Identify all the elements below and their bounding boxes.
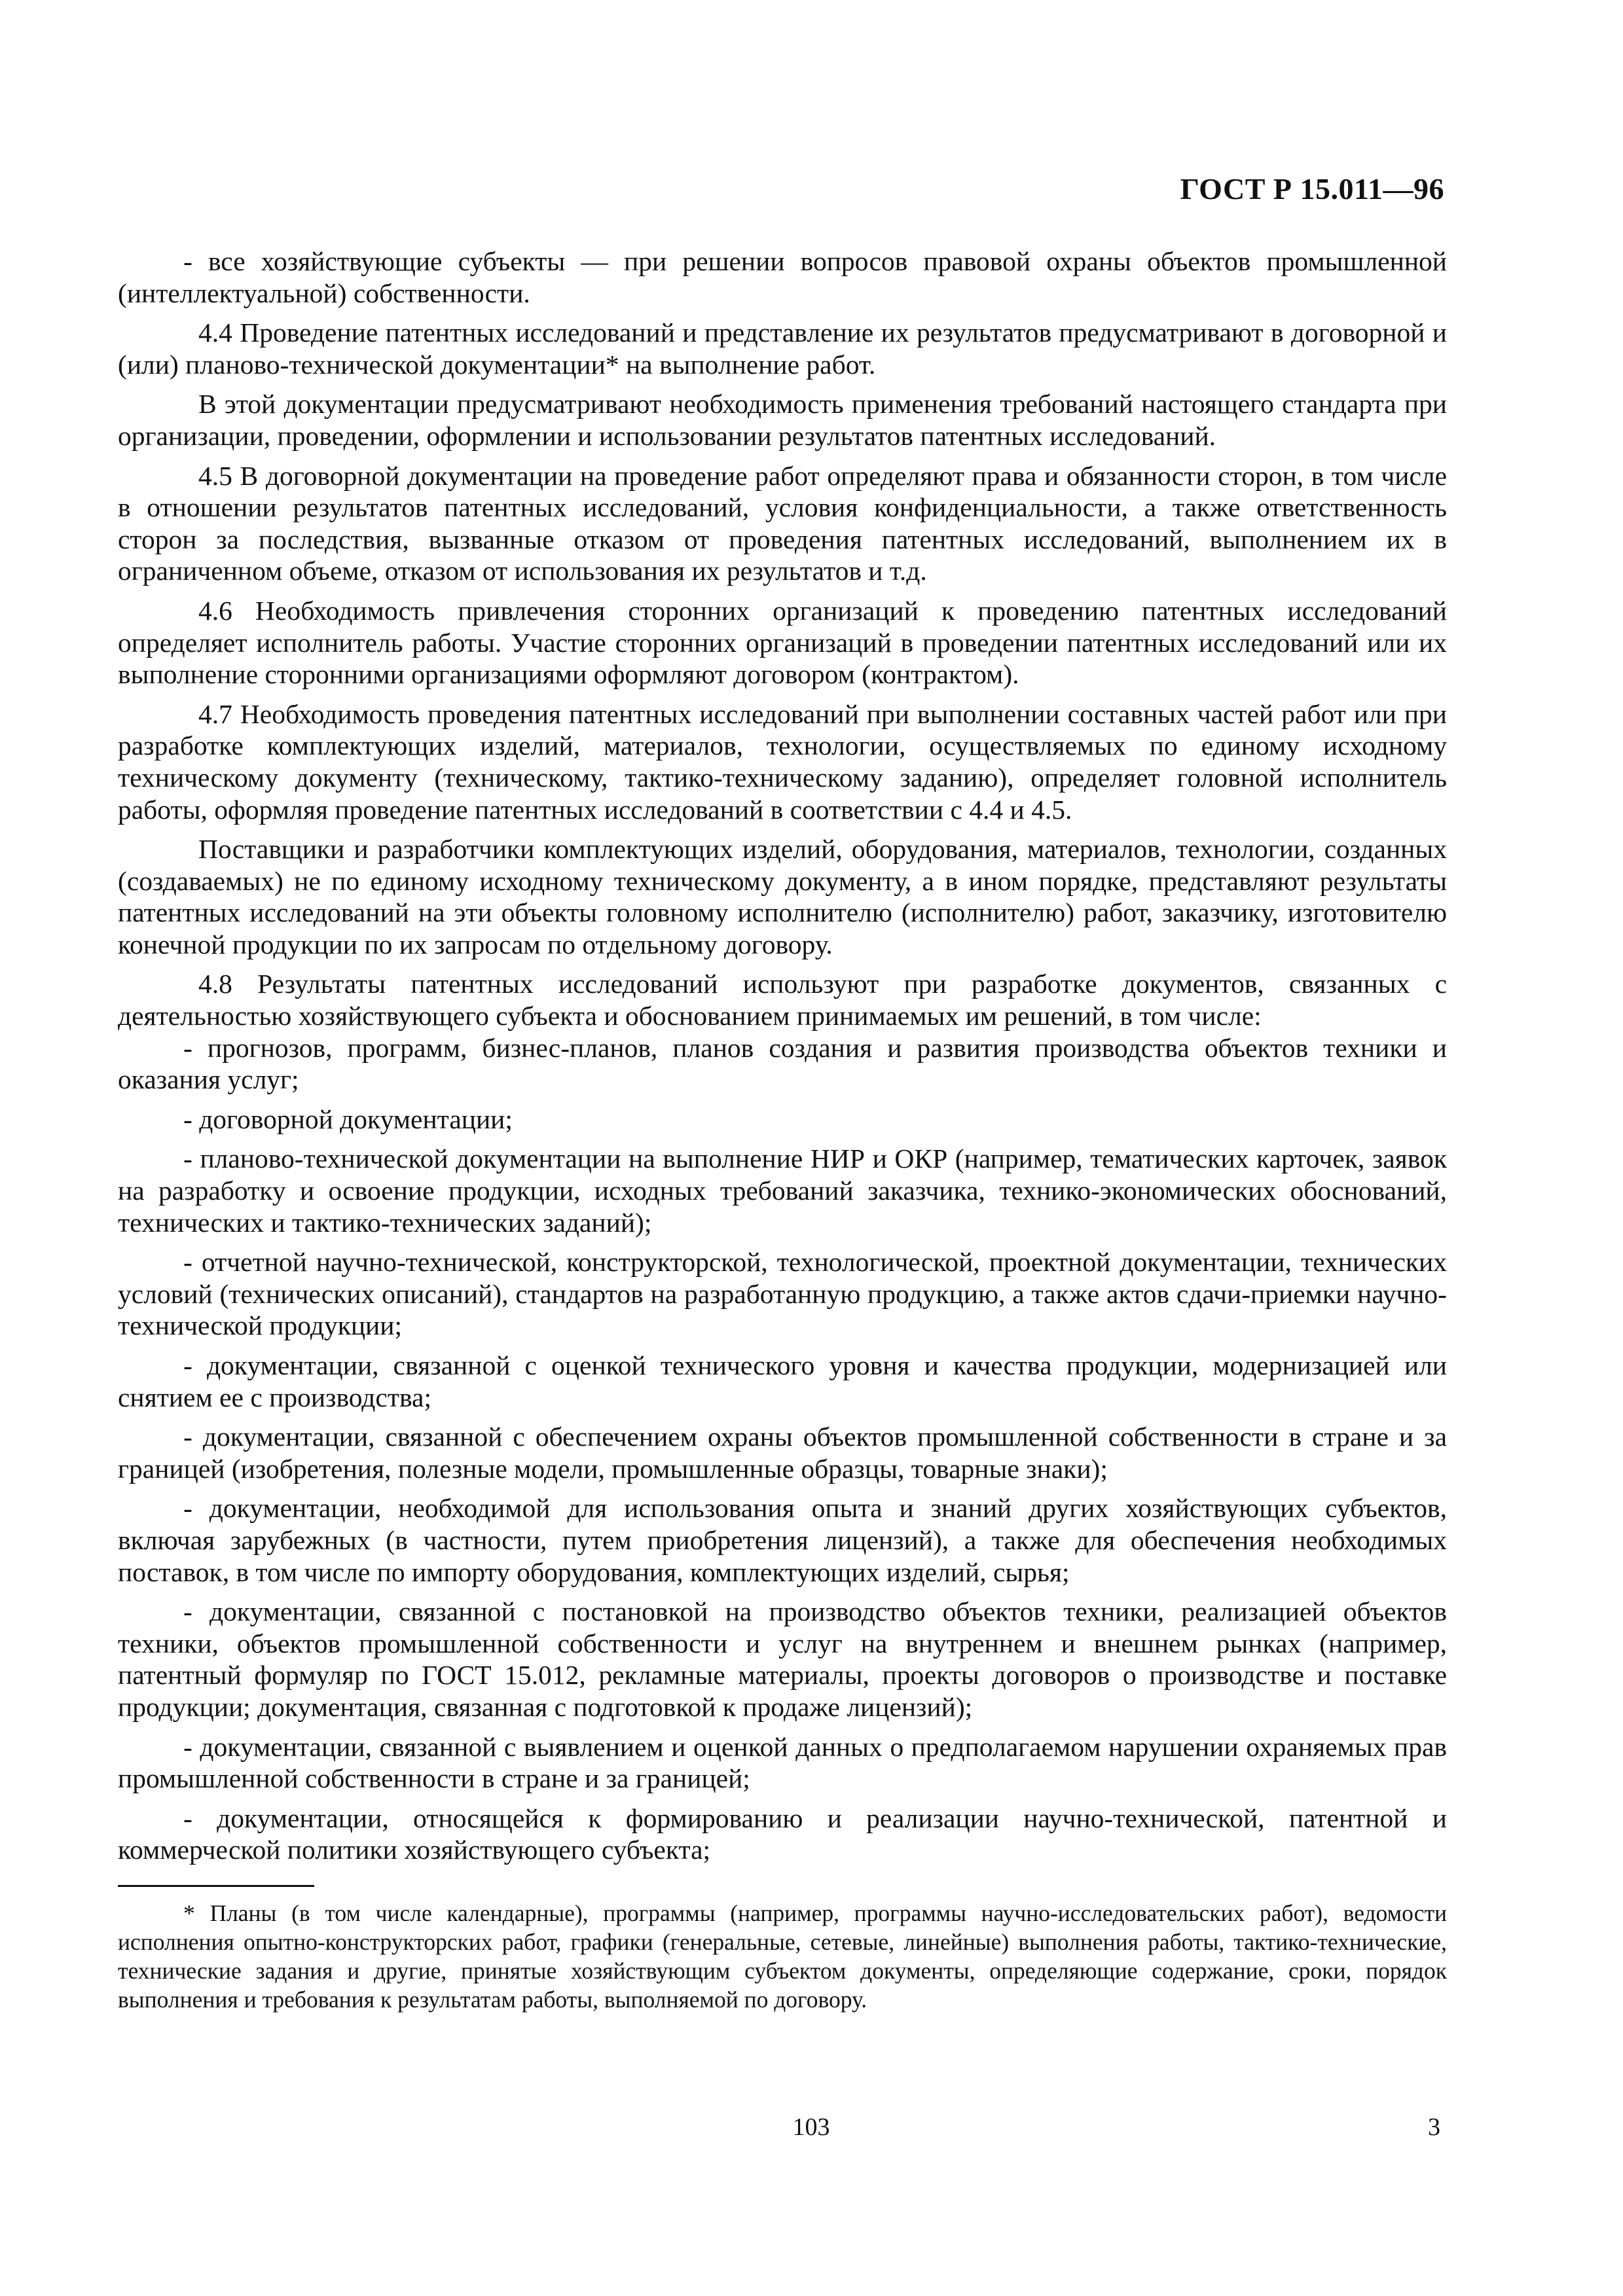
list-item-infringement-docs: - документации, связанной с выявлением и оценкой данных о предполагаемом нарушении охраняемых прав промышленной собственности в стране и за границей; — [118, 1731, 1447, 1794]
list-item-reporting-docs: - отчетной научно-технической, конструкторской, технологической, проектной документации, технических условий (технических описаний), стандартов на разработанную продукцию, а также актов сдачи-приемки научно-технической продукции; — [118, 1247, 1447, 1341]
list-item-forecasts: - прогнозов, программ, бизнес-планов, планов создания и развития производства объектов техники и оказания услуг; — [118, 1032, 1447, 1095]
paragraph-subjects-item: - все хозяйствующие субъекты — при решении вопросов правовой охраны объектов промышленной (интеллектуальной) собственности. — [118, 246, 1447, 308]
paragraph-suppliers: Поставщики и разработчики комплектующих изделий, оборудования, материалов, технологии, созданных (создаваемых) не по единому исходному техническому документу, а в ином порядке, представляют результаты патентных исследований на эти объекты головному исполнителю (исполнителю) работ, заказчику, изготовителю конечной продукции по их запросам по отдельному договору. — [118, 834, 1447, 960]
body-text — [118, 245, 1447, 1866]
list-item-production-docs: - документации, связанной с постановкой на производство объектов техники, реализацией объектов техники, объектов промышленной собственности и услуг на внутреннем и внешнем рынках (например, патентный формуляр по ГОСТ 15.012, рекламные материалы, проекты договоров о производстве и поставке продукции; документация, связанная с подготовкой к продаже лицензий); — [118, 1596, 1447, 1722]
paragraph-4-6: 4.6 Необходимость привлечения сторонних организаций к проведению патентных исследований определяет исполнитель работы. Участие сторонних организаций в проведении патентных исследований или их выполнение сторонними организациями оформляют договором (контрактом). — [118, 595, 1447, 690]
footnote-divider — [118, 1885, 314, 1887]
list-item-policy-docs: - документации, относящейся к формированию и реализации научно-технической, патентной и коммерческой политики хозяйствующего субъекта; — [118, 1803, 1447, 1865]
page-number-right: 3 — [1428, 2113, 1440, 2141]
list-item-contract-docs: - договорной документации; — [183, 1103, 513, 1134]
standard-code-header: ГОСТ Р 15.011—96 — [1180, 172, 1444, 206]
paragraph-4-4: 4.4 Проведение патентных исследований и представление их результатов предусматривают в договорной и (или) планово-технической документации* на выполнение работ. — [118, 317, 1447, 380]
paragraph-documentation: В этой документации предусматривают необходимость применения требований настоящего стандарта при организации, проведении, оформлении и использовании результатов патентных исследований. — [118, 389, 1447, 451]
list-item-quality-docs: - документации, связанной с оценкой технического уровня и качества продукции, модернизацией или снятием ее с производства; — [118, 1350, 1447, 1412]
list-item-planning-docs: - планово-технической документации на выполнение НИР и ОКР (например, тематических карточек, заявок на разработку и освоение продукции, исходных требований заказчика, технико-экономических обоснований, технических и тактико-технических заданий); — [118, 1143, 1447, 1238]
footnote — [118, 1899, 1447, 2014]
paragraph-4-7: 4.7 Необходимость проведения патентных исследований при выполнении составных частей работ или при разработке комплектующих изделий, материалов, технологии, осуществляемых по единому исходному техническому документу (техническому, тактико-техническому заданию), определяет головной исполнитель работы, оформляя проведение патентных исследований в соответствии с 4.4 и 4.5. — [118, 698, 1447, 825]
footnote-text: * Планы (в том числе календарные), программы (например, программы научно-исследовательских работ), ведомости исполнения опытно-конструкторских работ, графики (генеральные, сетевые, линейные) выполнения работы, тактико-технические, технические задания и другие, принятые хозяйствующим субъектом документы, определяющие содержание, сроки, порядок выполнения и требования к результатам работы, выполняемой по договору. — [118, 1900, 1447, 2013]
paragraph-4-5: 4.5 В договорной документации на проведение работ определяют права и обязанности сторон, в том числе в отношении результатов патентных исследований, условия конфиденциальности, а также ответственность сторон за последствия, вызванные отказом от проведения патентных исследований, выполнением их в ограниченном объеме, отказом от использования их результатов и т.д. — [118, 460, 1447, 586]
paragraph-4-8: 4.8 Результаты патентных исследований используют при разработке документов, связанных с деятельностью хозяйствующего субъекта и обоснованием принимаемых им решений, в том числе: — [118, 969, 1447, 1031]
list-item-protection-docs: - документации, связанной с обеспечением охраны объектов промышленной собственности в стране и за границей (изобретения, полезные модели, промышленные образцы, товарные знаки); — [118, 1422, 1447, 1484]
list-item-experience-docs: - документации, необходимой для использования опыта и знаний других хозяйствующих субъектов, включая зарубежных (в частности, путем приобретения лицензий), а также для обеспечения необходимых поставок, в том числе по импорту оборудования, комплектующих изделий, сырья; — [118, 1493, 1447, 1587]
page-number-center: 103 — [792, 2113, 830, 2141]
